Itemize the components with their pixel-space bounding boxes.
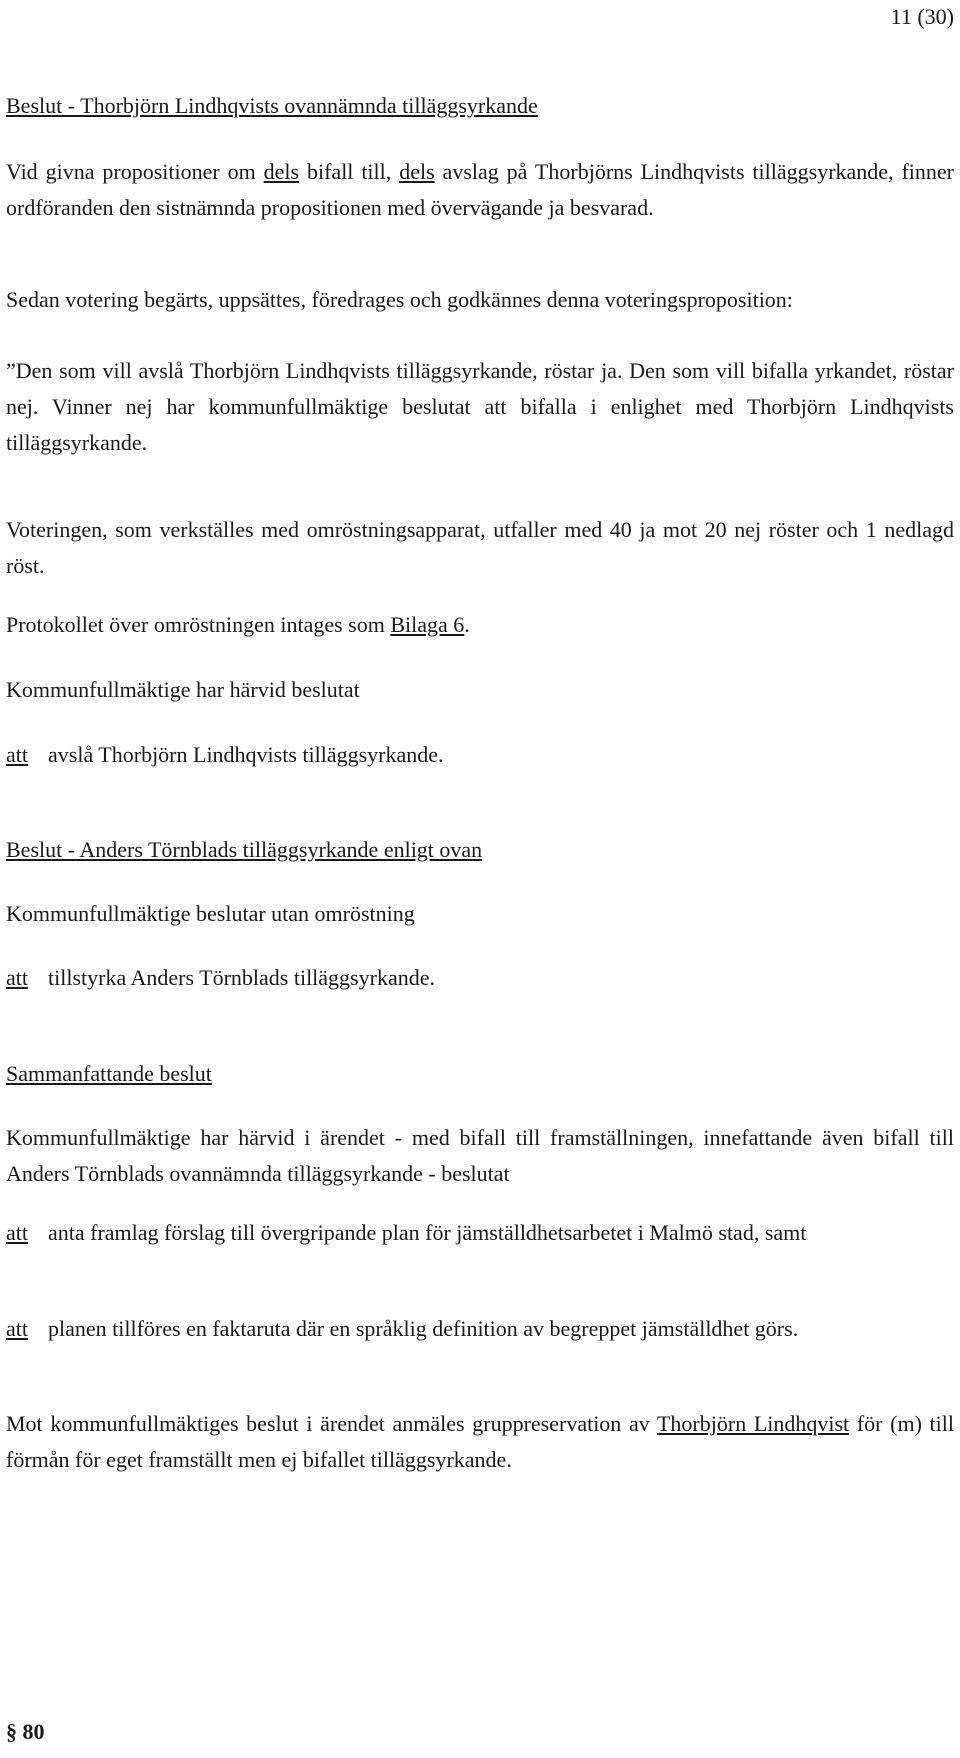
att-clause-2	[6, 960, 954, 996]
paragraph-voteringen-result: Voteringen, som verkställes med omröstningsapparat, utfaller med 40 ja mot 20 nej röster och 1 nedlagd röst.	[6, 517, 954, 578]
underlined-dels-1: dels	[263, 159, 300, 184]
att-clause-3	[6, 1215, 954, 1251]
att-label: att	[6, 1316, 28, 1341]
heading-sammanfattande-beslut: Sammanfattande beslut	[6, 1061, 212, 1086]
paragraph-propositions: Vid givna propositioner om dels bifall till, dels avslag på Thorbjörns Lindhqvists tilläggsyrkande, finner ordföranden den sistnämnda propositionen med övervägande ja besvarad.	[6, 159, 954, 220]
paragraph-gruppreservation: Mot kommunfullmäktiges beslut i ärendet anmäles gruppreservation av Thorbjörn Lindhqvist för (m) till förmån för eget framställt men ej bifallet tilläggsyrkande.	[6, 1411, 955, 1472]
att-clause-text: tillstyrka Anders Törnblads tilläggsyrkande.	[48, 965, 435, 990]
paragraph-utan-omrostning: Kommunfullmäktige beslutar utan omröstning	[6, 901, 415, 926]
att-clause-1	[6, 737, 954, 773]
paragraph-sammanfattande: Kommunfullmäktige har härvid i ärendet - med bifall till framställningen, innefattande även bifall till Anders Törnblads ovannämnda tilläggsyrkande - beslutat	[6, 1125, 954, 1186]
paragraph-protokollet: Protokollet över omröstningen intages som Bilaga 6.	[6, 612, 470, 637]
underlined-name: Thorbjörn Lindhqvist	[656, 1411, 850, 1436]
heading-lindhqvist-decision: Beslut - Thorbjörn Lindhqvists ovannämnda tilläggsyrkande	[6, 93, 538, 118]
att-clause-text: avslå Thorbjörn Lindhqvists tilläggsyrkande.	[48, 742, 444, 767]
page-number: 11 (30)	[890, 4, 954, 29]
underlined-dels-2: dels	[399, 159, 435, 184]
att-label: att	[6, 965, 28, 990]
att-label: att	[6, 1220, 28, 1245]
att-label: att	[6, 742, 28, 767]
paragraph-votering: Sedan votering begärts, uppsättes, föredrages och godkännes denna voteringsproposition:	[6, 287, 793, 312]
att-clause-text: planen tillföres en faktaruta där en språklig definition av begreppet jämställdhet görs.	[48, 1316, 799, 1341]
heading-tornblad-decision: Beslut - Anders Törnblads tilläggsyrkande enligt ovan	[6, 837, 483, 862]
section-mark: § 80	[6, 1719, 45, 1744]
att-clause-text: anta framlag förslag till övergripande plan för jämställdhetsarbetet i Malmö stad, samt	[48, 1220, 807, 1245]
att-clause-4	[6, 1311, 954, 1347]
paragraph-kommunfullmaktige-beslutat: Kommunfullmäktige har härvid beslutat	[6, 677, 360, 702]
paragraph-voteringsproposition: ”Den som vill avslå Thorbjörn Lindhqvists tilläggsyrkande, röstar ja. Den som vill bifalla yrkandet, röstar nej. Vinner nej har kommunfullmäktige beslutat att bifalla i enlighet med Thorbjörn Lindhqvists tilläggsyrkande.	[6, 358, 954, 455]
bilaga-link[interactable]: Bilaga 6	[390, 612, 465, 637]
